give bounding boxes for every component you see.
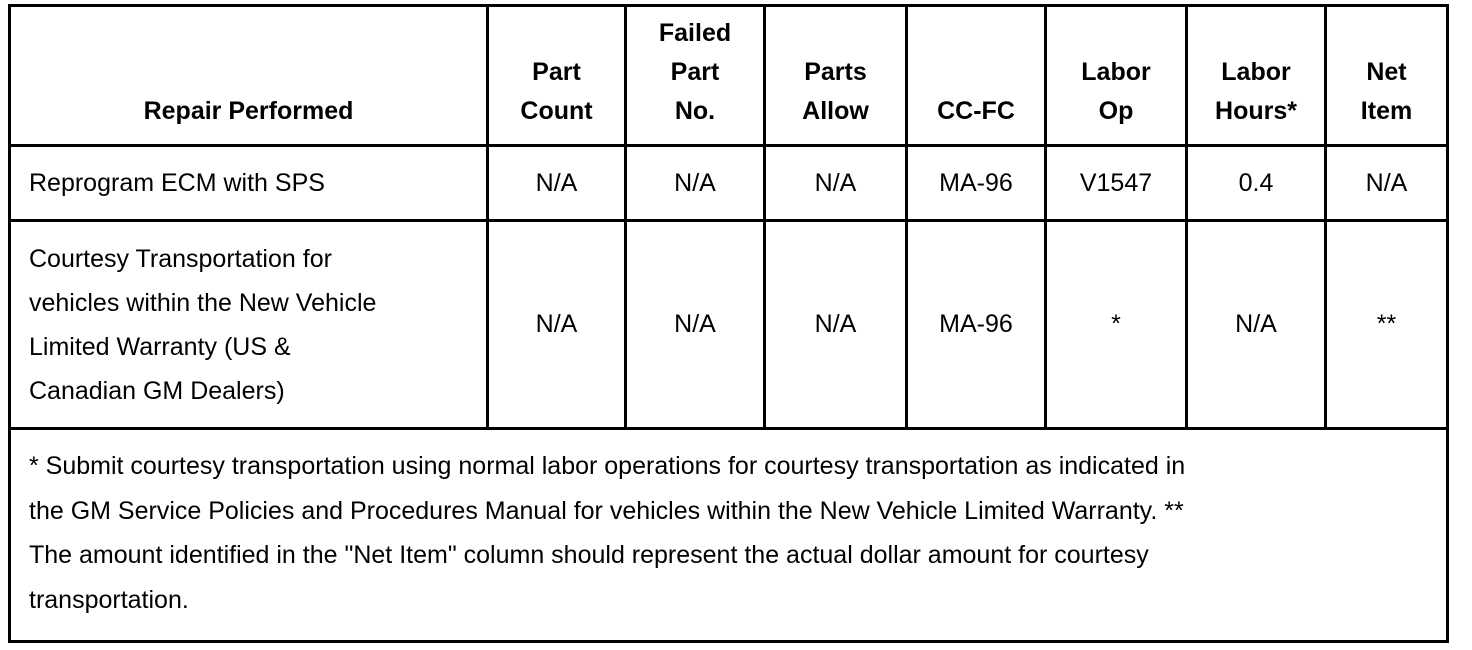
cell-net-item: N/A xyxy=(1326,146,1448,221)
cell-cc-fc: MA-96 xyxy=(907,221,1046,429)
table-row xyxy=(10,221,1448,429)
cell-parts-allow: N/A xyxy=(765,221,907,429)
labor-operation-document xyxy=(8,4,1448,643)
cell-net-item: ** xyxy=(1326,221,1448,429)
header-repair-performed: Repair Performed xyxy=(10,6,488,146)
footnote: * Submit courtesy transportation using normal labor operations for courtesy transportation as indicated in the GM Service Policies and Procedures Manual for vehicles within the New Vehicle Limited Warranty. ** The amount identified in the "Net Item" column should represent the actual dollar amount for courtesy transportation. xyxy=(10,429,1448,642)
cell-part-count: N/A xyxy=(488,146,626,221)
header-labor-op: Labor Op xyxy=(1046,6,1187,146)
table-row xyxy=(10,146,1448,221)
header-parts-allow: Parts Allow xyxy=(765,6,907,146)
cell-repair-performed: Reprogram ECM with SPS xyxy=(10,146,488,221)
cell-repair-performed: Courtesy Transportation for vehicles within the New Vehicle Limited Warranty (US & Canadian GM Dealers) xyxy=(10,221,488,429)
cell-labor-op: V1547 xyxy=(1046,146,1187,221)
cell-parts-allow: N/A xyxy=(765,146,907,221)
cell-labor-hours: N/A xyxy=(1187,221,1326,429)
cell-labor-hours: 0.4 xyxy=(1187,146,1326,221)
cell-part-count: N/A xyxy=(488,221,626,429)
header-part-count: Part Count xyxy=(488,6,626,146)
header-cc-fc: CC-FC xyxy=(907,6,1046,146)
header-labor-hours: Labor Hours* xyxy=(1187,6,1326,146)
table-header-row xyxy=(10,6,1448,146)
labor-operation-table xyxy=(8,4,1449,643)
cell-failed-part-no: N/A xyxy=(626,221,765,429)
cell-labor-op: * xyxy=(1046,221,1187,429)
footnote-row xyxy=(10,429,1448,642)
cell-cc-fc: MA-96 xyxy=(907,146,1046,221)
header-net-item: Net Item xyxy=(1326,6,1448,146)
cell-failed-part-no: N/A xyxy=(626,146,765,221)
header-failed-part-no: Failed Part No. xyxy=(626,6,765,146)
